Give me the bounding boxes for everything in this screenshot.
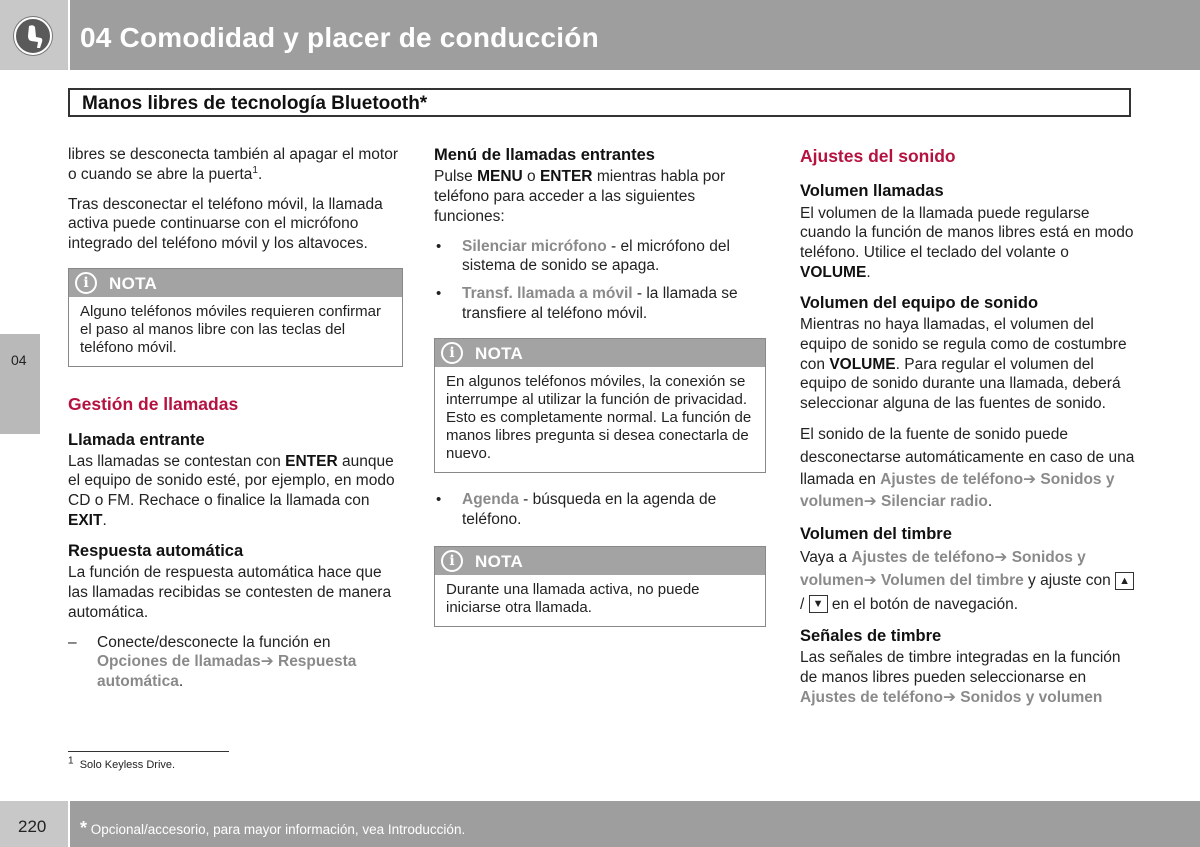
section-title: Manos libres de tecnología Bluetooth* xyxy=(82,93,428,114)
note-header xyxy=(435,339,765,367)
paragraph: El volumen de la llamada puede regularse cuando la función de manos libres está en modo teléfono. Utilice el teclado del volante o VOLUME. xyxy=(800,204,1134,281)
subheading: Menú de llamadas entrantes xyxy=(434,146,655,164)
paragraph: Mientras no haya llamadas, el volumen del equipo de sonido se regula como de costumbre con VOLUME. Para regular el volumen del equipo de sonido durante una llamada, deberá seleccionar alguna de las fuentes de sonido. xyxy=(800,315,1127,413)
arrow-right-icon: ➔ xyxy=(863,493,877,511)
subheading: Volumen del timbre xyxy=(800,524,952,543)
note-box xyxy=(68,268,403,367)
subheading: Volumen del equipo de sonido xyxy=(800,293,1039,312)
page-number: 220 xyxy=(18,817,47,836)
chapter-side-tab xyxy=(0,334,40,434)
bullet-icon: • xyxy=(436,285,442,303)
note-body: Durante una llamada activa, no puede iniciarse otra llamada. xyxy=(446,580,700,616)
column-3 xyxy=(800,145,1135,717)
paragraph: Pulse MENU o ENTER mientras habla por teléfono para acceder a las siguientes funciones: xyxy=(434,168,726,225)
note-header xyxy=(69,269,402,297)
menu-path: Respuesta automática xyxy=(97,653,357,691)
paragraph: Tras desconectar el teléfono móvil, la llamada activa puede continuarse con el micrófono integrado del teléfono móvil y los altavoces. xyxy=(68,195,383,253)
arrow-right-icon: ➔ xyxy=(1023,471,1037,488)
list-item: • Agenda - búsqueda en la agenda de teléfono. xyxy=(436,490,717,528)
info-icon: i xyxy=(441,550,463,572)
subheading: Llamada entrante xyxy=(68,430,205,449)
subheading: Volumen llamadas xyxy=(800,182,944,201)
bullet-list xyxy=(434,237,766,324)
page-number-box xyxy=(0,801,68,847)
dash-mark: – xyxy=(68,633,77,651)
note-header xyxy=(435,547,765,575)
side-tab-label: 04 xyxy=(11,352,27,368)
chapter-title: 04 Comodidad y placer de conducción xyxy=(80,22,599,53)
arrow-right-icon: ➔ xyxy=(863,572,877,590)
paragraph: Vaya a Ajustes de teléfono➔ Sonidos y volumen➔ Volumen del timbre y ajuste con ▲ / ▼ en el botón de navegación. xyxy=(800,546,1135,616)
footnote-ref: 1 xyxy=(252,164,258,176)
section-title-box xyxy=(68,88,1131,117)
info-icon: i xyxy=(75,272,97,294)
dash-item: – Conecte/desconecte la función en Opciones de llamadas➔ Respuesta automática. xyxy=(68,633,357,691)
column-2 xyxy=(434,145,766,627)
bullet-icon: • xyxy=(436,237,442,255)
paragraph: Las llamadas se contestan con ENTER aunque el equipo de sonido esté, por ejemplo, en modo CD o FM. Rechace o finalice la llamada con EXIT. xyxy=(68,452,395,530)
bullet-list xyxy=(434,490,766,530)
column-1 xyxy=(68,145,403,692)
menu-path: Opciones de llamadas xyxy=(97,653,261,671)
note-title: NOTA xyxy=(109,274,158,294)
subheading: Señales de timbre xyxy=(800,626,942,645)
subheading: Respuesta automática xyxy=(68,541,244,560)
footnote: $^1$ Solo Keyless Drive. xyxy=(68,755,176,771)
footnote-rule xyxy=(68,751,229,752)
arrow-right-icon: ➔ xyxy=(260,653,274,671)
section-heading: Ajustes del sonido xyxy=(800,146,956,166)
list-item: • Transf. llamada a móvil - la llamada se transfiere al teléfono móvil. xyxy=(436,285,738,323)
paragraph: El sonido de la fuente de sonido puede desconectarse automáticamente en caso de una llamada en Ajustes de teléfono➔ Sonidos y volumen➔ Silenciar radio. xyxy=(800,426,1135,511)
note-body: En algunos teléfonos móviles, la conexión se interrumpe al utilizar la función de privacidad. Esto es completamente normal. La función de manos libres pregunta si desea conectarla de nuevo. xyxy=(446,372,752,462)
note-title: NOTA xyxy=(475,551,524,571)
note-title: NOTA xyxy=(475,343,524,363)
note-box xyxy=(434,338,766,473)
chapter-icon-box xyxy=(0,0,68,70)
nav-up-icon: ▲ xyxy=(1115,572,1134,590)
paragraph: Las señales de timbre integradas en la función de manos libres pueden seleccionarse en Ajustes de teléfono➔ Sonidos y volumen xyxy=(800,648,1121,706)
bullet-icon: • xyxy=(436,490,442,508)
paragraph: libres se desconecta también al apagar el motor o cuando se abre la puerta$^1$. xyxy=(68,146,398,183)
arrow-right-icon: ➔ xyxy=(942,688,956,706)
note-box xyxy=(434,546,766,627)
seat-icon xyxy=(14,17,52,55)
section-heading: Gestión de llamadas xyxy=(68,394,239,415)
paragraph: La función de respuesta automática hace que las llamadas recibidas se contesten de manera automática. xyxy=(68,564,392,621)
arrow-right-icon: ➔ xyxy=(994,549,1008,567)
info-icon: i xyxy=(441,342,463,364)
nav-down-icon: ▼ xyxy=(809,595,828,613)
footer-note: * Opcional/accesorio, para mayor información, vea Introducción. xyxy=(80,818,466,838)
note-body: Alguno teléfonos móviles requieren confirmar el paso al manos libre con las teclas del teléfono móvil. xyxy=(80,303,381,357)
list-item: • Silenciar micrófono - el micrófono del sistema de sonido se apaga. xyxy=(436,237,730,275)
